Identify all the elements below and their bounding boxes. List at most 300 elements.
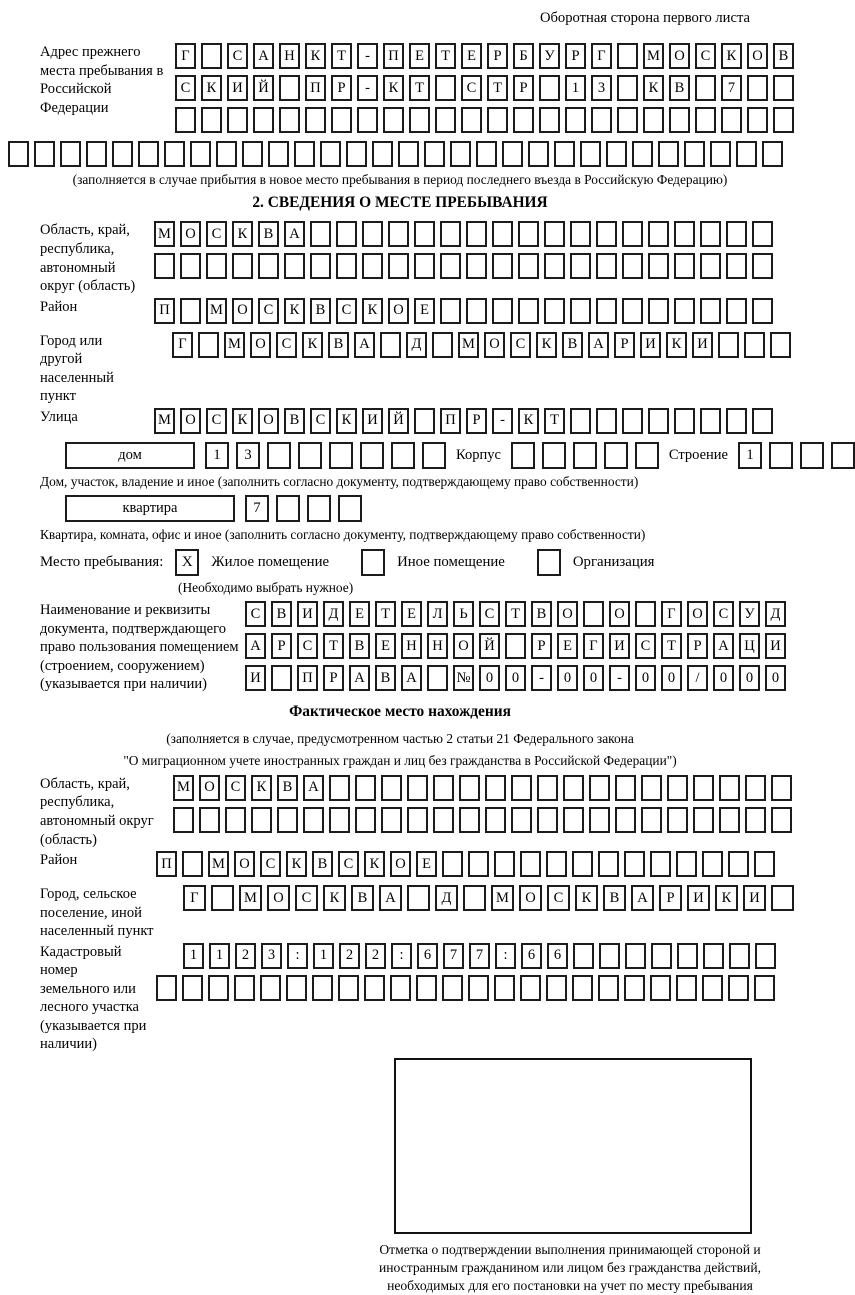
char-cell[interactable] — [277, 807, 298, 833]
char-cell[interactable] — [589, 807, 610, 833]
char-cell[interactable] — [728, 975, 749, 1001]
char-cell[interactable]: С — [713, 601, 734, 627]
char-cell[interactable]: Е — [409, 43, 430, 69]
char-cell[interactable] — [190, 141, 211, 167]
char-cell[interactable] — [624, 851, 645, 877]
char-cell[interactable] — [320, 141, 341, 167]
char-cell[interactable]: 7 — [245, 495, 269, 522]
char-cell[interactable] — [199, 807, 220, 833]
char-cell[interactable] — [294, 141, 315, 167]
char-cell[interactable] — [710, 141, 731, 167]
char-cell[interactable] — [573, 943, 594, 969]
char-cell[interactable] — [253, 107, 274, 133]
char-cell[interactable]: Е — [416, 851, 437, 877]
char-cell[interactable] — [494, 975, 515, 1001]
char-cell[interactable]: К — [643, 75, 664, 101]
char-cell[interactable]: С — [225, 775, 246, 801]
char-cell[interactable]: У — [739, 601, 760, 627]
char-cell[interactable] — [622, 253, 643, 279]
char-cell[interactable]: Т — [409, 75, 430, 101]
char-cell[interactable]: 7 — [721, 75, 742, 101]
char-cell[interactable]: Г — [172, 332, 193, 358]
char-cell[interactable] — [667, 775, 688, 801]
char-cell[interactable] — [684, 141, 705, 167]
char-cell[interactable] — [312, 975, 333, 1001]
char-cell[interactable] — [563, 807, 584, 833]
char-cell[interactable]: О — [453, 633, 474, 659]
char-cell[interactable]: П — [154, 298, 175, 324]
char-cell[interactable]: И — [640, 332, 661, 358]
char-cell[interactable]: И — [245, 665, 266, 691]
char-cell[interactable] — [769, 442, 793, 469]
char-cell[interactable] — [336, 221, 357, 247]
char-cell[interactable]: : — [391, 943, 412, 969]
char-cell[interactable]: К — [286, 851, 307, 877]
char-cell[interactable]: И — [765, 633, 786, 659]
char-cell[interactable] — [570, 408, 591, 434]
char-cell[interactable] — [461, 107, 482, 133]
char-cell[interactable]: О — [267, 885, 290, 911]
char-cell[interactable] — [615, 775, 636, 801]
char-cell[interactable]: М — [154, 408, 175, 434]
char-cell[interactable] — [180, 298, 201, 324]
char-cell[interactable] — [598, 851, 619, 877]
char-cell[interactable] — [632, 141, 653, 167]
char-cell[interactable] — [388, 253, 409, 279]
char-cell[interactable]: Й — [388, 408, 409, 434]
char-cell[interactable] — [771, 807, 792, 833]
char-cell[interactable]: К — [518, 408, 539, 434]
char-cell[interactable] — [198, 332, 219, 358]
char-cell[interactable] — [693, 807, 714, 833]
char-cell[interactable] — [267, 442, 291, 469]
char-cell[interactable] — [726, 298, 747, 324]
char-cell[interactable] — [729, 943, 750, 969]
char-cell[interactable]: В — [669, 75, 690, 101]
char-cell[interactable] — [154, 253, 175, 279]
char-cell[interactable] — [570, 221, 591, 247]
char-cell[interactable] — [442, 975, 463, 1001]
char-cell[interactable] — [388, 221, 409, 247]
char-cell[interactable] — [298, 442, 322, 469]
char-cell[interactable]: Д — [765, 601, 786, 627]
char-cell[interactable] — [407, 807, 428, 833]
char-cell[interactable]: Г — [183, 885, 206, 911]
checkbox-other-premises[interactable] — [361, 549, 385, 576]
char-cell[interactable] — [615, 807, 636, 833]
char-cell[interactable]: М — [491, 885, 514, 911]
char-cell[interactable]: К — [323, 885, 346, 911]
char-cell[interactable]: С — [695, 43, 716, 69]
char-cell[interactable]: Е — [349, 601, 370, 627]
char-cell[interactable] — [700, 221, 721, 247]
char-cell[interactable] — [676, 851, 697, 877]
char-cell[interactable] — [617, 75, 638, 101]
char-cell[interactable] — [381, 775, 402, 801]
char-cell[interactable] — [307, 495, 331, 522]
char-cell[interactable] — [635, 442, 659, 469]
char-cell[interactable]: 0 — [505, 665, 526, 691]
char-cell[interactable] — [658, 141, 679, 167]
char-cell[interactable]: 7 — [469, 943, 490, 969]
char-cell[interactable] — [770, 332, 791, 358]
char-cell[interactable] — [643, 107, 664, 133]
char-cell[interactable] — [754, 851, 775, 877]
char-cell[interactable]: И — [692, 332, 713, 358]
char-cell[interactable]: К — [721, 43, 742, 69]
char-cell[interactable] — [674, 221, 695, 247]
char-cell[interactable] — [492, 298, 513, 324]
char-cell[interactable] — [505, 633, 526, 659]
char-cell[interactable]: И — [609, 633, 630, 659]
char-cell[interactable] — [745, 775, 766, 801]
char-cell[interactable] — [641, 807, 662, 833]
char-cell[interactable]: С — [227, 43, 248, 69]
char-cell[interactable] — [492, 253, 513, 279]
checkbox-residential[interactable]: X — [175, 549, 199, 576]
char-cell[interactable] — [747, 75, 768, 101]
char-cell[interactable]: О — [232, 298, 253, 324]
char-cell[interactable] — [667, 807, 688, 833]
char-cell[interactable] — [752, 253, 773, 279]
char-cell[interactable]: С — [175, 75, 196, 101]
char-cell[interactable]: Р — [687, 633, 708, 659]
char-cell[interactable]: Е — [401, 601, 422, 627]
char-cell[interactable] — [606, 141, 627, 167]
char-cell[interactable]: С — [260, 851, 281, 877]
char-cell[interactable] — [511, 807, 532, 833]
char-cell[interactable]: 2 — [339, 943, 360, 969]
char-cell[interactable] — [427, 665, 448, 691]
char-cell[interactable] — [450, 141, 471, 167]
char-cell[interactable]: В — [284, 408, 305, 434]
char-cell[interactable] — [182, 975, 203, 1001]
char-cell[interactable] — [648, 408, 669, 434]
char-cell[interactable]: С — [338, 851, 359, 877]
char-cell[interactable] — [676, 975, 697, 1001]
char-cell[interactable] — [572, 975, 593, 1001]
char-cell[interactable] — [563, 775, 584, 801]
char-cell[interactable] — [771, 775, 792, 801]
char-cell[interactable] — [468, 975, 489, 1001]
char-cell[interactable]: К — [302, 332, 323, 358]
char-cell[interactable]: : — [495, 943, 516, 969]
char-cell[interactable] — [700, 298, 721, 324]
char-cell[interactable]: С — [276, 332, 297, 358]
char-cell[interactable] — [398, 141, 419, 167]
char-cell[interactable]: 7 — [443, 943, 464, 969]
char-cell[interactable] — [702, 851, 723, 877]
char-cell[interactable] — [60, 141, 81, 167]
char-cell[interactable] — [755, 943, 776, 969]
char-cell[interactable]: О — [609, 601, 630, 627]
char-cell[interactable] — [476, 141, 497, 167]
char-cell[interactable] — [355, 807, 376, 833]
char-cell[interactable] — [625, 943, 646, 969]
char-cell[interactable]: М — [239, 885, 262, 911]
char-cell[interactable] — [466, 298, 487, 324]
char-cell[interactable]: Д — [406, 332, 427, 358]
char-cell[interactable]: Й — [479, 633, 500, 659]
char-cell[interactable] — [635, 601, 656, 627]
char-cell[interactable]: 6 — [547, 943, 568, 969]
char-cell[interactable]: В — [375, 665, 396, 691]
char-cell[interactable]: 1 — [209, 943, 230, 969]
char-cell[interactable]: С — [635, 633, 656, 659]
char-cell[interactable]: К — [383, 75, 404, 101]
char-cell[interactable]: В — [328, 332, 349, 358]
char-cell[interactable]: № — [453, 665, 474, 691]
char-cell[interactable]: 1 — [565, 75, 586, 101]
char-cell[interactable]: И — [227, 75, 248, 101]
char-cell[interactable] — [227, 107, 248, 133]
char-cell[interactable] — [372, 141, 393, 167]
char-cell[interactable]: К — [232, 221, 253, 247]
char-cell[interactable] — [414, 408, 435, 434]
char-cell[interactable] — [596, 221, 617, 247]
char-cell[interactable] — [754, 975, 775, 1001]
char-cell[interactable] — [201, 107, 222, 133]
char-cell[interactable]: Б — [513, 43, 534, 69]
char-cell[interactable] — [279, 75, 300, 101]
char-cell[interactable] — [459, 807, 480, 833]
char-cell[interactable]: К — [251, 775, 272, 801]
char-cell[interactable] — [164, 141, 185, 167]
char-cell[interactable]: У — [539, 43, 560, 69]
char-cell[interactable]: Т — [487, 75, 508, 101]
char-cell[interactable] — [752, 298, 773, 324]
char-cell[interactable] — [726, 221, 747, 247]
char-cell[interactable] — [206, 253, 227, 279]
char-cell[interactable] — [468, 851, 489, 877]
char-cell[interactable] — [440, 221, 461, 247]
char-cell[interactable] — [216, 141, 237, 167]
char-cell[interactable] — [268, 141, 289, 167]
char-cell[interactable]: К — [575, 885, 598, 911]
char-cell[interactable]: С — [461, 75, 482, 101]
char-cell[interactable] — [234, 975, 255, 1001]
char-cell[interactable] — [648, 253, 669, 279]
char-cell[interactable] — [362, 253, 383, 279]
char-cell[interactable]: : — [287, 943, 308, 969]
char-cell[interactable]: В — [271, 601, 292, 627]
char-cell[interactable] — [390, 975, 411, 1001]
char-cell[interactable] — [433, 775, 454, 801]
char-cell[interactable]: 6 — [417, 943, 438, 969]
char-cell[interactable] — [459, 775, 480, 801]
char-cell[interactable] — [703, 943, 724, 969]
char-cell[interactable]: О — [234, 851, 255, 877]
char-cell[interactable]: П — [156, 851, 177, 877]
char-cell[interactable] — [346, 141, 367, 167]
char-cell[interactable] — [175, 107, 196, 133]
char-cell[interactable]: А — [588, 332, 609, 358]
char-cell[interactable] — [232, 253, 253, 279]
char-cell[interactable] — [669, 107, 690, 133]
char-cell[interactable] — [752, 408, 773, 434]
char-cell[interactable] — [466, 221, 487, 247]
char-cell[interactable]: М — [208, 851, 229, 877]
char-cell[interactable] — [520, 851, 541, 877]
char-cell[interactable]: Ь — [453, 601, 474, 627]
char-cell[interactable] — [381, 807, 402, 833]
char-cell[interactable]: Е — [375, 633, 396, 659]
char-cell[interactable]: Р — [513, 75, 534, 101]
char-cell[interactable] — [513, 107, 534, 133]
char-cell[interactable] — [622, 408, 643, 434]
char-cell[interactable] — [528, 141, 549, 167]
char-cell[interactable] — [617, 43, 638, 69]
char-cell[interactable] — [591, 107, 612, 133]
char-cell[interactable]: Г — [591, 43, 612, 69]
char-cell[interactable] — [225, 807, 246, 833]
char-cell[interactable] — [112, 141, 133, 167]
char-cell[interactable] — [329, 442, 353, 469]
char-cell[interactable]: К — [666, 332, 687, 358]
char-cell[interactable] — [537, 775, 558, 801]
char-cell[interactable] — [494, 851, 515, 877]
char-cell[interactable]: В — [773, 43, 794, 69]
char-cell[interactable]: С — [510, 332, 531, 358]
char-cell[interactable] — [598, 975, 619, 1001]
char-cell[interactable]: 0 — [479, 665, 500, 691]
char-cell[interactable] — [800, 442, 824, 469]
char-cell[interactable]: П — [383, 43, 404, 69]
char-cell[interactable] — [414, 221, 435, 247]
char-cell[interactable]: А — [284, 221, 305, 247]
char-cell[interactable]: И — [362, 408, 383, 434]
char-cell[interactable]: О — [669, 43, 690, 69]
char-cell[interactable] — [744, 332, 765, 358]
char-cell[interactable] — [641, 775, 662, 801]
char-cell[interactable] — [674, 253, 695, 279]
char-cell[interactable] — [211, 885, 234, 911]
char-cell[interactable]: А — [379, 885, 402, 911]
char-cell[interactable]: Т — [331, 43, 352, 69]
char-cell[interactable] — [674, 298, 695, 324]
char-cell[interactable] — [622, 221, 643, 247]
char-cell[interactable]: А — [253, 43, 274, 69]
char-cell[interactable]: С — [245, 601, 266, 627]
char-cell[interactable] — [338, 975, 359, 1001]
char-cell[interactable] — [432, 332, 453, 358]
char-cell[interactable] — [485, 807, 506, 833]
char-cell[interactable] — [596, 298, 617, 324]
checkbox-organization[interactable] — [537, 549, 561, 576]
char-cell[interactable]: К — [362, 298, 383, 324]
char-cell[interactable]: 2 — [235, 943, 256, 969]
char-cell[interactable] — [279, 107, 300, 133]
char-cell[interactable]: / — [687, 665, 708, 691]
char-cell[interactable] — [773, 107, 794, 133]
char-cell[interactable]: А — [303, 775, 324, 801]
char-cell[interactable]: В — [258, 221, 279, 247]
char-cell[interactable]: А — [631, 885, 654, 911]
char-cell[interactable]: 1 — [313, 943, 334, 969]
char-cell[interactable] — [617, 107, 638, 133]
char-cell[interactable]: 1 — [183, 943, 204, 969]
char-cell[interactable] — [138, 141, 159, 167]
char-cell[interactable]: - — [492, 408, 513, 434]
char-cell[interactable]: О — [747, 43, 768, 69]
char-cell[interactable] — [34, 141, 55, 167]
char-cell[interactable] — [182, 851, 203, 877]
char-cell[interactable] — [762, 141, 783, 167]
char-cell[interactable]: С — [479, 601, 500, 627]
char-cell[interactable] — [745, 807, 766, 833]
char-cell[interactable]: Н — [401, 633, 422, 659]
char-cell[interactable] — [624, 975, 645, 1001]
char-cell[interactable]: С — [297, 633, 318, 659]
char-cell[interactable]: Р — [323, 665, 344, 691]
char-cell[interactable] — [383, 107, 404, 133]
char-cell[interactable]: - — [357, 43, 378, 69]
char-cell[interactable] — [435, 107, 456, 133]
char-cell[interactable] — [502, 141, 523, 167]
char-cell[interactable] — [156, 975, 177, 1001]
char-cell[interactable]: 3 — [236, 442, 260, 469]
char-cell[interactable]: К — [201, 75, 222, 101]
char-cell[interactable]: И — [743, 885, 766, 911]
char-cell[interactable]: 3 — [591, 75, 612, 101]
char-cell[interactable]: И — [297, 601, 318, 627]
char-cell[interactable]: С — [547, 885, 570, 911]
char-cell[interactable]: Р — [466, 408, 487, 434]
char-cell[interactable]: Р — [659, 885, 682, 911]
char-cell[interactable] — [596, 253, 617, 279]
char-cell[interactable] — [86, 141, 107, 167]
char-cell[interactable] — [8, 141, 29, 167]
char-cell[interactable]: Ц — [739, 633, 760, 659]
char-cell[interactable] — [695, 107, 716, 133]
char-cell[interactable]: 1 — [205, 442, 229, 469]
char-cell[interactable]: М — [206, 298, 227, 324]
char-cell[interactable]: 3 — [261, 943, 282, 969]
char-cell[interactable] — [702, 975, 723, 1001]
char-cell[interactable]: М — [224, 332, 245, 358]
char-cell[interactable] — [546, 851, 567, 877]
char-cell[interactable] — [565, 107, 586, 133]
char-cell[interactable] — [284, 253, 305, 279]
char-cell[interactable]: О — [250, 332, 271, 358]
char-cell[interactable] — [650, 975, 671, 1001]
char-cell[interactable] — [747, 107, 768, 133]
char-cell[interactable]: В — [603, 885, 626, 911]
char-cell[interactable] — [173, 807, 194, 833]
char-cell[interactable]: 0 — [661, 665, 682, 691]
char-cell[interactable]: И — [687, 885, 710, 911]
char-cell[interactable]: Н — [279, 43, 300, 69]
char-cell[interactable] — [487, 107, 508, 133]
char-cell[interactable]: 1 — [738, 442, 762, 469]
char-cell[interactable]: Т — [435, 43, 456, 69]
char-cell[interactable] — [599, 943, 620, 969]
char-cell[interactable] — [700, 408, 721, 434]
char-cell[interactable] — [726, 408, 747, 434]
char-cell[interactable]: В — [531, 601, 552, 627]
char-cell[interactable]: С — [310, 408, 331, 434]
char-cell[interactable] — [695, 75, 716, 101]
char-cell[interactable]: 0 — [713, 665, 734, 691]
char-cell[interactable]: Г — [661, 601, 682, 627]
char-cell[interactable]: О — [687, 601, 708, 627]
char-cell[interactable]: Д — [435, 885, 458, 911]
char-cell[interactable]: Р — [531, 633, 552, 659]
char-cell[interactable]: Г — [583, 633, 604, 659]
char-cell[interactable] — [416, 975, 437, 1001]
char-cell[interactable]: Д — [323, 601, 344, 627]
char-cell[interactable]: М — [154, 221, 175, 247]
